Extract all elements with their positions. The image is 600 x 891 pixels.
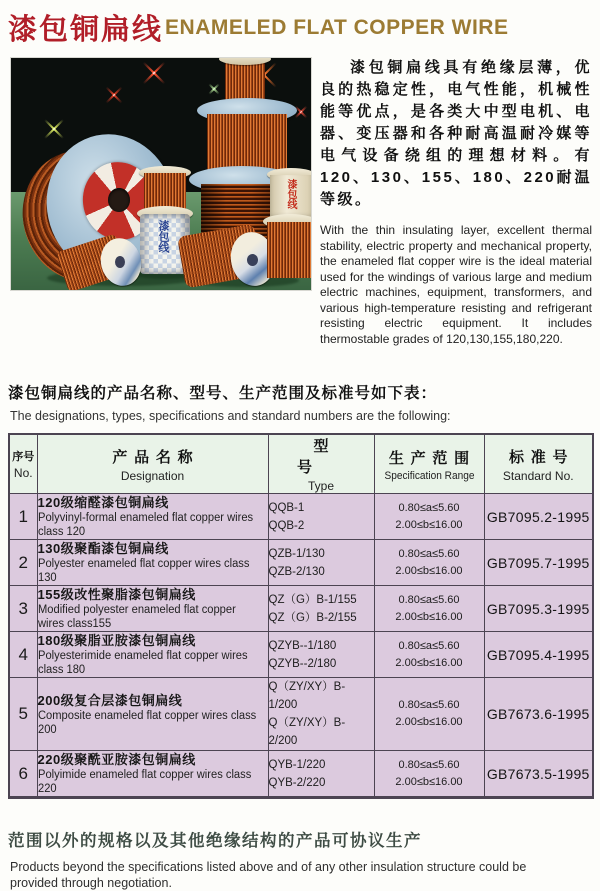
table-row (9, 632, 593, 678)
wire-spool-bottomleft-hub (115, 256, 125, 268)
intro-paragraph-en: With the thin insulating layer, excellent thermal stability, electric property and mechanical property, the enameled flat copper wire is the ideal material used for the windings of various large and medium electric machines, equipment, transformers, and various high-temperature resisting and refrigerant resisting electric equipment. It includes thermostable grades of 120,130,155,180,220. (320, 223, 592, 346)
cell-range: 0.80≤a≤5.60 2.00≤b≤16.00 (374, 586, 484, 632)
footer-note (8, 827, 600, 891)
cell-designation: 200级复合层漆包铜扁线 Composite enameled flat copper wires class 200 (37, 678, 268, 751)
footer-note-en: Products beyond the specifications listed above and of any other insulation structure could be provided through negotiation. (10, 860, 527, 890)
wire-spool-right-coil (267, 222, 312, 278)
spool-label-right: 漆包线 (285, 179, 296, 209)
cell-designation: 130级聚酯漆包铜扁线 Polyester enameled flat copper wires class 130 (37, 540, 268, 586)
table-row (9, 678, 593, 751)
footer-note-cn: 范围以外的规格以及其他绝缘结构的产品可协议生产 (8, 832, 422, 850)
cell-standard: GB7095.2-1995 (484, 494, 593, 540)
cell-standard: GB7095.7-1995 (484, 540, 593, 586)
header-type: 型号 Type (268, 434, 374, 494)
cell-type: QZYB--1/180 QZYB--2/180 (268, 632, 374, 678)
table-intro-cn: 漆包铜扁线的产品名称、型号、生产范围及标准号如下表： (8, 385, 438, 402)
table-intro-en: The designations, types, specifications and standard numbers are the following: (10, 409, 451, 423)
cell-designation: 180级聚脂亚胺漆包铜扁线 Polyesterimide enameled flat copper wires class 180 (37, 632, 268, 678)
intro-paragraph-cn: 漆包铜扁线具有绝缘层薄，优良的热稳定性，电气性能，机械性能等优点，是各类大中型电机、电器、变压器和各种耐高温耐冷媒等电气设备绕组的理想材料。有120、130、155、180、220耐温等级。 (320, 59, 592, 208)
sparkle-icon (36, 111, 73, 148)
table-header-row (9, 434, 593, 494)
cell-standard: GB7673.6-1995 (484, 678, 593, 751)
cell-no: 1 (9, 494, 37, 540)
cell-standard: GB7095.3-1995 (484, 586, 593, 632)
cell-no: 5 (9, 678, 37, 751)
sparkle-icon (204, 79, 224, 99)
wire-spool-right-drum (270, 175, 312, 219)
intro-column (320, 57, 592, 347)
cell-range: 0.80≤a≤5.60 2.00≤b≤16.00 (374, 540, 484, 586)
page-title-en: ENAMELED FLAT COPPER WIRE (165, 15, 509, 39)
cell-designation: 220级聚酰亚胺漆包铜扁线 Polyimide enameled flat copper wires class 220 (37, 751, 268, 798)
cell-range: 0.80≤a≤5.60 2.00≤b≤16.00 (374, 751, 484, 798)
cell-type: QYB-1/220 QYB-2/220 (268, 751, 374, 798)
sparkle-icon (133, 57, 175, 94)
cell-designation: 120级缩醛漆包铜扁线 Polyvinyl-formal enameled flat copper wires class 120 (37, 494, 268, 540)
top-section (0, 57, 600, 347)
table-intro (8, 381, 600, 423)
product-photo (10, 57, 312, 291)
page-title-cn: 漆包铜扁线 (8, 14, 164, 46)
cell-type: QZB-1/130 QZB-2/130 (268, 540, 374, 586)
header-no: 序号 No. (9, 434, 37, 494)
spool-label-center: 漆包线 (157, 220, 169, 253)
wire-spool-stack-drum (207, 114, 287, 174)
cell-type: QZ（G）B-1/155 QZ（G）B-2/155 (268, 586, 374, 632)
sparkle-icon (98, 79, 129, 110)
cell-range: 0.80≤a≤5.60 2.00≤b≤16.00 (374, 632, 484, 678)
table-row (9, 494, 593, 540)
table-row (9, 751, 593, 798)
cell-type: Q（ZY/XY）B-1/200 Q（ZY/XY）B-2/200 (268, 678, 374, 751)
cell-no: 3 (9, 586, 37, 632)
cell-type: QQB-1 QQB-2 (268, 494, 374, 540)
header-standard: 标准号 Standard No. (484, 434, 593, 494)
table-row (9, 540, 593, 586)
table-row (9, 586, 593, 632)
product-table (8, 433, 594, 799)
wire-spool-bottomcenter-hub (247, 254, 258, 266)
cell-no: 6 (9, 751, 37, 798)
cell-no: 4 (9, 632, 37, 678)
wire-spool-large-hole (108, 188, 130, 212)
page-header (0, 0, 600, 48)
cell-standard: GB7095.4-1995 (484, 632, 593, 678)
header-range: 生产范围 Specification Range (374, 434, 484, 494)
cell-no: 2 (9, 540, 37, 586)
cell-designation: 155级改性聚脂漆包铜扁线 Modified polyester enameled flat copper wires class155 (37, 586, 268, 632)
header-designation: 产品名称 Designation (37, 434, 268, 494)
cell-standard: GB7673.5-1995 (484, 751, 593, 798)
cell-range: 0.80≤a≤5.60 2.00≤b≤16.00 (374, 678, 484, 751)
cell-range: 0.80≤a≤5.60 2.00≤b≤16.00 (374, 494, 484, 540)
